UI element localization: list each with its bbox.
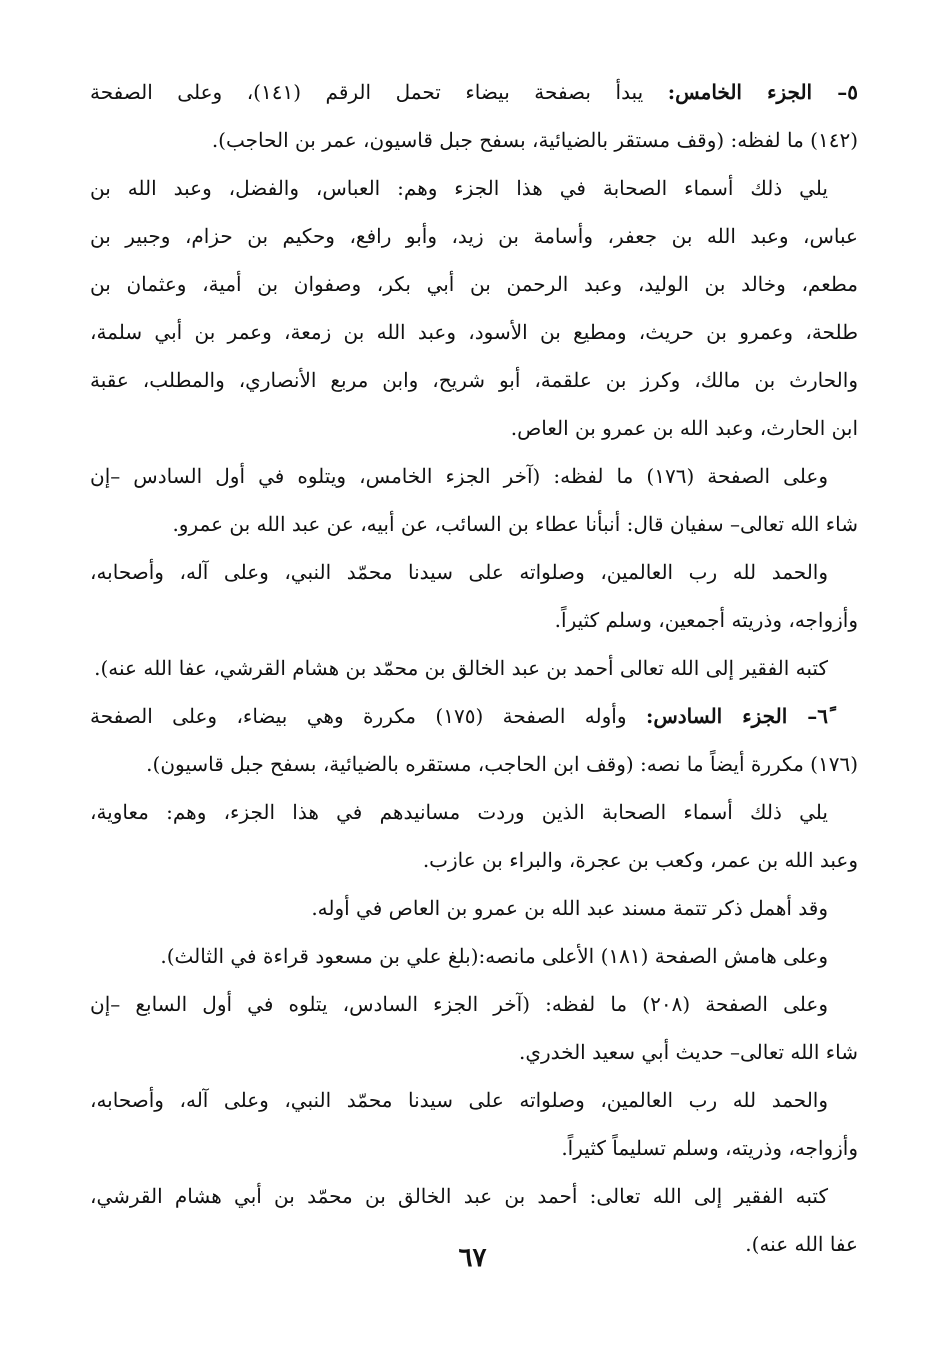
section6-line-7: وعلى الصفحة (٢٠٨) ما لفظه: (آخر الجزء السادس، يتلوه في أول السابع –إن bbox=[90, 992, 828, 1016]
section6-line-2: (١٧٦) مكررة أيضاً ما نصه: (وقف ابن الحاجب، مستقره بالضيائية، بسفح جبل قاسيون). bbox=[146, 752, 858, 776]
section6-line-4: وعبد الله بن عمر، وكعب بن عجرة، والبراء بن عازب. bbox=[422, 848, 858, 872]
section5-line-6: طلحة، وعمرو بن حريث، ومطيع بن الأسود، وعبد الله بن زمعة، وعمر بن أبي سلمة، bbox=[90, 320, 858, 344]
page-number: ٦٧ bbox=[458, 1243, 487, 1273]
section6-line-12: عفا الله عنه). bbox=[745, 1232, 858, 1256]
section6-line-1-text: وأوله الصفحة (١٧٥) مكررة وهي بيضاء، وعلى الصفحة bbox=[90, 704, 627, 728]
section5-line-2: (١٤٢) ما لفظه: (وقف مستقر بالضيائية، بسفح جبل قاسيون، عمر بن الحاجب). bbox=[211, 128, 858, 152]
section5-line-8: ابن الحارث، وعبد الله بن عمرو بن العاص. bbox=[510, 416, 858, 440]
section5-line-13: كتبه الفقير إلى الله تعالى أحمد بن عبد الخالق بن محمّد بن هشام القرشي، عفا الله عنه). bbox=[94, 656, 828, 680]
section6-line-5: وقد أهمل ذكر تتمة مسند عبد الله بن عمرو بن العاص في أوله. bbox=[311, 896, 828, 920]
section5-line-12: وأزواجه، وذريته أجمعين، وسلم كثيراً. bbox=[554, 608, 858, 632]
section5-heading: ٥ً– الجزء الخامس: bbox=[667, 80, 858, 104]
section6-line-9: والحمد لله رب العالمين، وصلواته على سيدنا محمّد النبي، وعلى آله، وأصحابه، bbox=[90, 1088, 828, 1112]
section5-line-5: مطعم، وخالد بن الوليد، وعبد الرحمن بن أبي بكر، وصفوان بن أمية، وعثمان بن bbox=[90, 272, 858, 296]
section5-line-4: عباس، وعبد الله بن جعفر، وأسامة بن زيد، وأبو رافع، وحكيم بن حزام، وجبير بن bbox=[90, 224, 858, 248]
section5-line-1-text: يبدأ بصفحة بيضاء تحمل الرقم (١٤١)، وعلى الصفحة bbox=[90, 80, 644, 104]
section6-heading: ٦ً– الجزء السادس: bbox=[645, 704, 829, 728]
section6-line-6: وعلى هامش الصفحة (١٨١) الأعلى مانصه:(بلغ علي بن مسعود قراءة في الثالث). bbox=[160, 944, 828, 968]
document-body bbox=[90, 68, 858, 1268]
section5-line-11: والحمد لله رب العالمين، وصلواته على سيدنا محمّد النبي، وعلى آله، وأصحابه، bbox=[90, 560, 828, 584]
section5-line-7: والحارث بن مالك، وكرز بن علقمة، أبو شريح، وابن مربع الأنصاري، والمطلب، عقبة bbox=[90, 368, 858, 392]
section5-line-10: شاء الله تعالى– سفيان قال: أنبأنا عطاء بن السائب، عن أبيه، عن عبد الله بن عمرو. bbox=[172, 512, 858, 536]
section6-line-8: شاء الله تعالى– حديث أبي سعيد الخدري. bbox=[519, 1040, 858, 1064]
section6-line-10: وأزواجه، وذريته، وسلم تسليماً كثيراً. bbox=[561, 1136, 858, 1160]
section6-line-3: يلي ذلك أسماء الصحابة الذين وردت مسانيدهم في هذا الجزء، وهم: معاوية، bbox=[90, 800, 828, 824]
section5-line-3: يلي ذلك أسماء الصحابة في هذا الجزء وهم: العباس، والفضل، وعبد الله بن bbox=[90, 176, 828, 200]
section5-line-1 bbox=[90, 68, 858, 116]
section5-line-9: وعلى الصفحة (١٧٦) ما لفظه: (آخر الجزء الخامس، ويتلوه في أول السادس –إن bbox=[90, 464, 828, 488]
section6-line-1 bbox=[90, 692, 858, 740]
section6-line-11: كتبه الفقير إلى الله تعالى: أحمد بن عبد الخالق بن محمّد بن أبي هشام القرشي، bbox=[90, 1184, 828, 1208]
